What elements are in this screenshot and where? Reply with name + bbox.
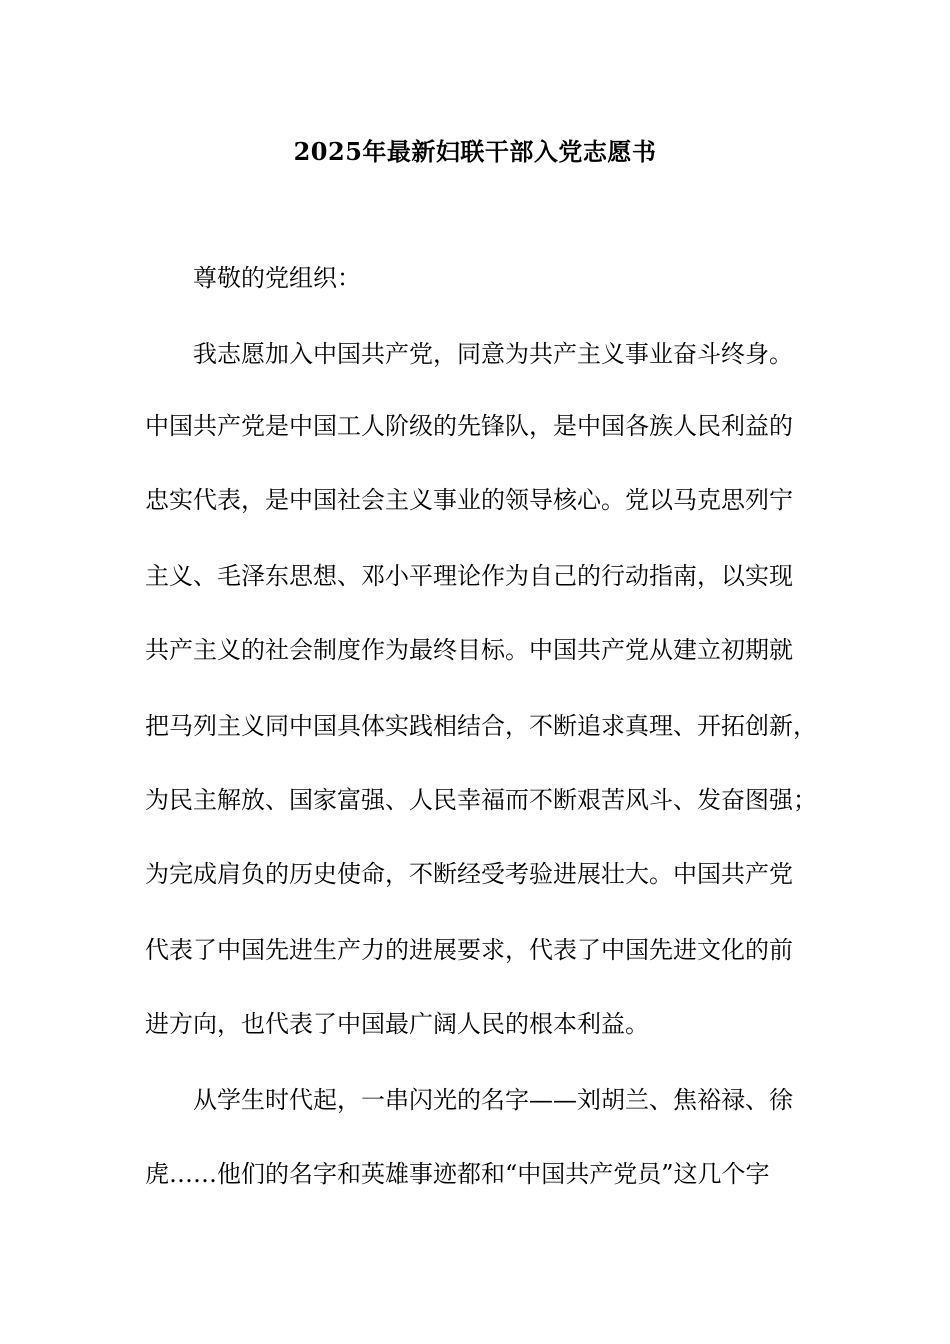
paragraph-line: 中国共产党是中国工人阶级的先锋队，是中国各族人民利益的: [145, 412, 793, 440]
paragraph-line: 主义、毛泽东思想、邓小平理论作为自己的行动指南，以实现: [145, 562, 793, 590]
paragraph-line: 为完成肩负的历史使命，不断经受考验进展壮大。中国共产党: [145, 860, 793, 888]
paragraph-line: 我志愿加入中国共产党，同意为共产主义事业奋斗终身。: [193, 340, 793, 368]
document-title: 2025年最新妇联干部入党志愿书: [293, 137, 657, 166]
paragraph-line: 忠实代表，是中国社会主义事业的领导核心。党以马克思列宁: [145, 486, 793, 514]
paragraph-line: 虎……他们的名字和英雄事迹都和“中国共产党员”这几个字: [145, 1160, 770, 1188]
paragraph-line: 共产主义的社会制度作为最终目标。中国共产党从建立初期就: [145, 636, 793, 664]
salutation: 尊敬的党组织：: [193, 264, 361, 292]
paragraph-line: 把马列主义同中国具体实践相结合，不断追求真理、开拓创新，: [145, 712, 817, 740]
paragraph-line: 代表了中国先进生产力的进展要求，代表了中国先进文化的前: [145, 936, 793, 964]
paragraph-line: 为民主解放、国家富强、人民幸福而不断艰苦风斗、发奋图强；: [145, 786, 817, 814]
paragraph-line: 从学生时代起，一串闪光的名字——刘胡兰、焦裕禄、徐: [193, 1086, 793, 1114]
paragraph-line: 进方向，也代表了中国最广阔人民的根本利益。: [145, 1010, 649, 1038]
